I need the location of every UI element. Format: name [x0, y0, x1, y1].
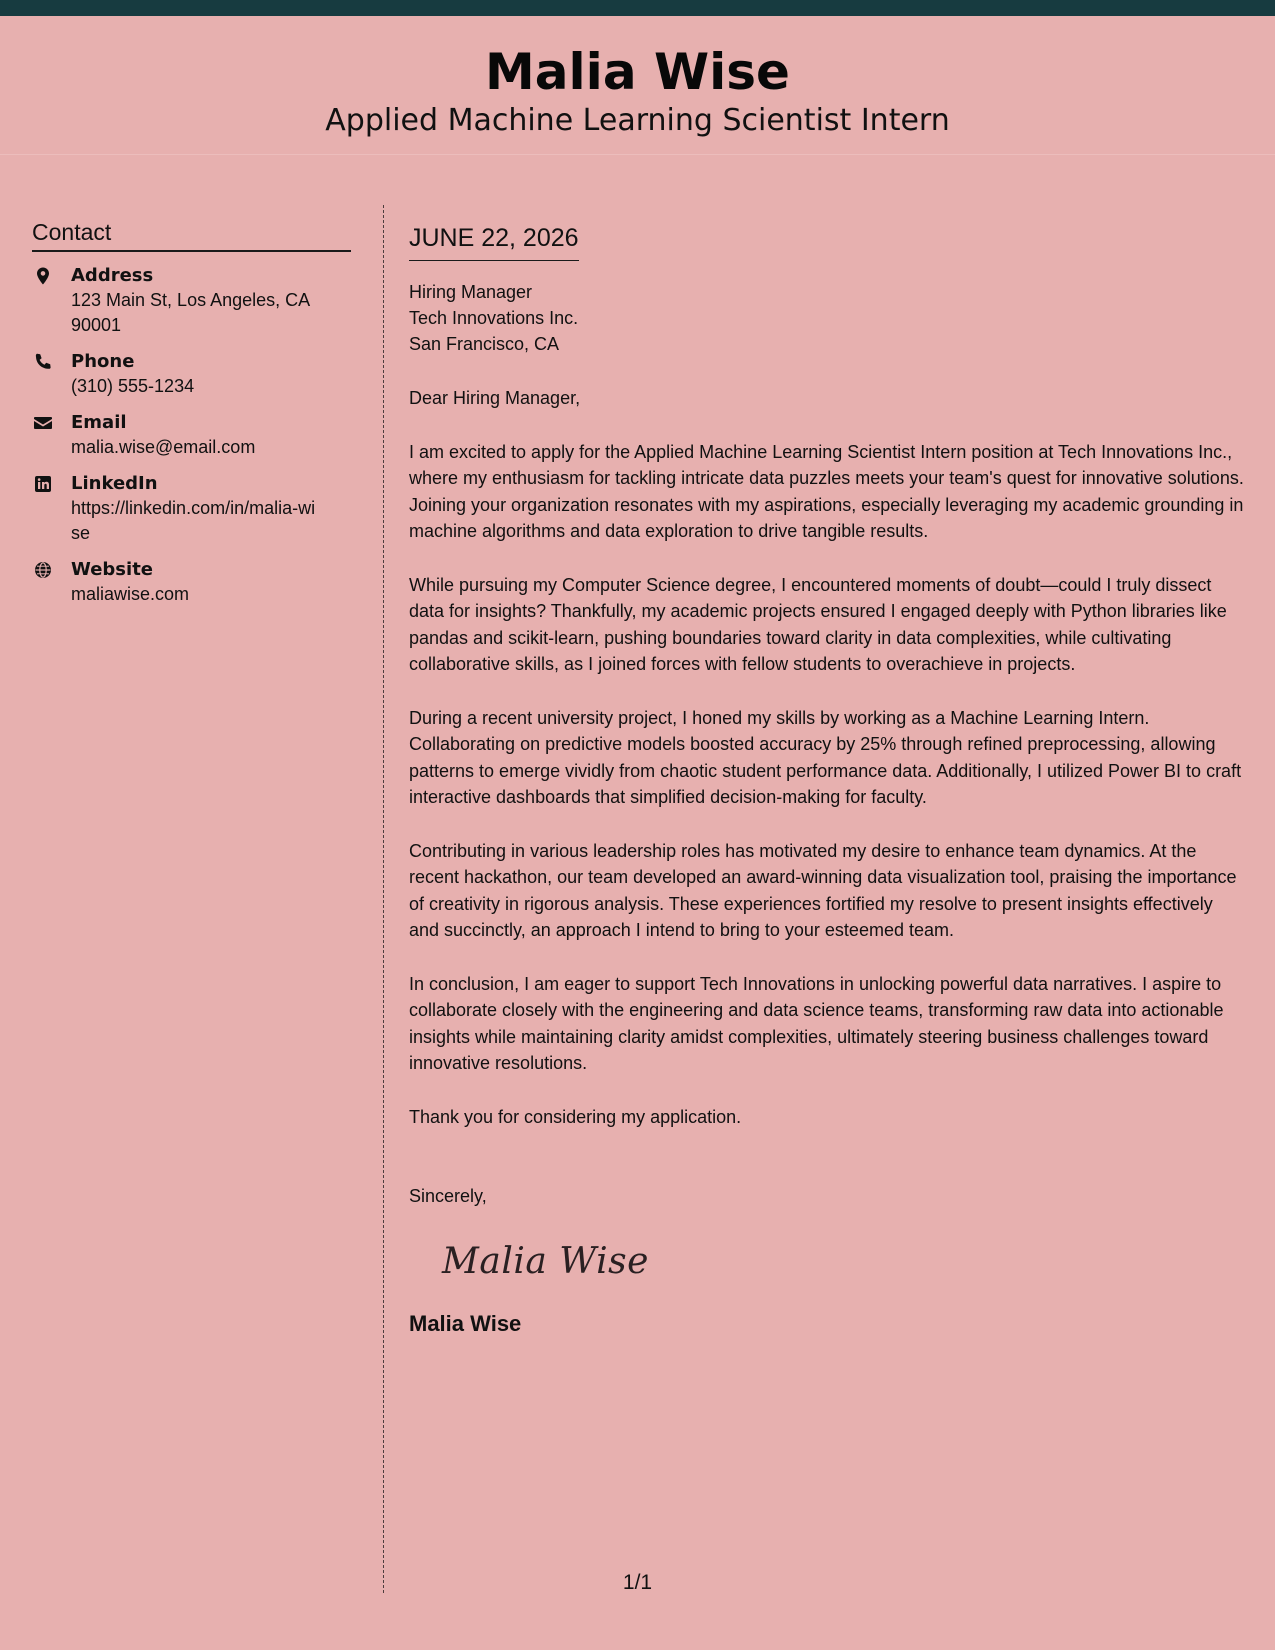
letter-paragraph: I am excited to apply for the Applied Machine Learning Scientist Intern position at Tech Innovations Inc., where my enthusiasm for tackling intricate data puzzles meets your team's quest for innovative solutions. Joining your organization resonates with my aspirations, especially leveraging my academic grounding in machine algorithms and data exploration to drive tangible results. [409, 441, 1244, 541]
address-value: 123 Main St, Los Angeles, CA 90001 [71, 290, 310, 335]
contact-label: Address [71, 265, 154, 286]
contact-item-email [32, 411, 351, 460]
letter-paragraph: Thank you for considering my application. [409, 1106, 742, 1127]
signer-name: Malia Wise [409, 1310, 522, 1336]
contact-item-address [32, 264, 351, 338]
applicant-name: Malia Wise [485, 43, 790, 101]
linkedin-icon [33, 474, 53, 494]
linkedin-value: https://linkedin.com/in/malia-wise [71, 498, 316, 543]
handwritten-signature: Malia Wise [442, 1240, 649, 1282]
letter-date: JUNE 22, 2026 [409, 222, 579, 261]
contact-label: Phone [71, 351, 135, 372]
email-value: malia.wise@email.com [71, 437, 256, 457]
page-number: 1/1 [622, 1571, 653, 1594]
closing: Sincerely, [409, 1186, 487, 1206]
letter-paragraph: In conclusion, I am eager to support Tech Innovations in unlocking powerful data narratives. I aspire to collaborate closely with the engineering and data science teams, transforming raw data into actionable insights while maintaining clarity amidst complexities, ultimately steering business challenges toward innovative resolutions. [409, 973, 1224, 1073]
globe-icon [33, 560, 53, 580]
page-header [0, 16, 1275, 155]
letter-paragraph: Contributing in various leadership roles has motivated my desire to enhance team dynamics. At the recent hackathon, our team developed an award-winning data visualization tool, praising the importance of creativity in rigorous analysis. These experiences fortified my resolve to present insights effectively and succinctly, an approach I intend to bring to your esteemed team. [409, 840, 1237, 940]
location-pin-icon [33, 266, 53, 286]
phone-value: (310) 555-1234 [71, 376, 195, 396]
contact-item-website [32, 558, 351, 607]
letter-body [409, 222, 1245, 1338]
phone-icon [33, 352, 53, 372]
envelope-icon [33, 413, 53, 433]
salutation: Dear Hiring Manager, [409, 388, 581, 408]
column-divider [383, 205, 384, 1593]
website-value: maliawise.com [71, 584, 190, 604]
letter-paragraph: During a recent university project, I honed my skills by working as a Machine Learning Intern. Collaborating on predictive models boosted accuracy by 25% through refined preprocessing, allowing patterns to emerge vividly from chaotic student performance data. Additionally, I utilized Power BI to craft interactive dashboards that simplified decision-making for faculty. [409, 707, 1242, 807]
contact-label: Email [71, 412, 127, 433]
recipient-line: Hiring Manager [409, 282, 533, 302]
recipient-block [409, 279, 1245, 357]
recipient-line: Tech Innovations Inc. [409, 308, 579, 328]
contact-heading: Contact [32, 218, 351, 252]
contact-sidebar [32, 218, 351, 619]
contact-label: LinkedIn [71, 473, 158, 494]
contact-label: Website [71, 559, 154, 580]
job-title: Applied Machine Learning Scientist Intern [325, 103, 950, 138]
contact-item-phone [32, 350, 351, 399]
top-accent-bar [0, 0, 1275, 16]
recipient-line: San Francisco, CA [409, 334, 560, 354]
contact-item-linkedin [32, 472, 351, 546]
letter-paragraph: While pursuing my Computer Science degree, I encountered moments of doubt—could I truly dissect data for insights? Thankfully, my academic projects ensured I engaged deeply with Python libraries like pandas and scikit-learn, pushing boundaries toward clarity in data complexities, while cultivating collaborative skills, as I joined forces with fellow students to overachieve in projects. [409, 574, 1227, 674]
